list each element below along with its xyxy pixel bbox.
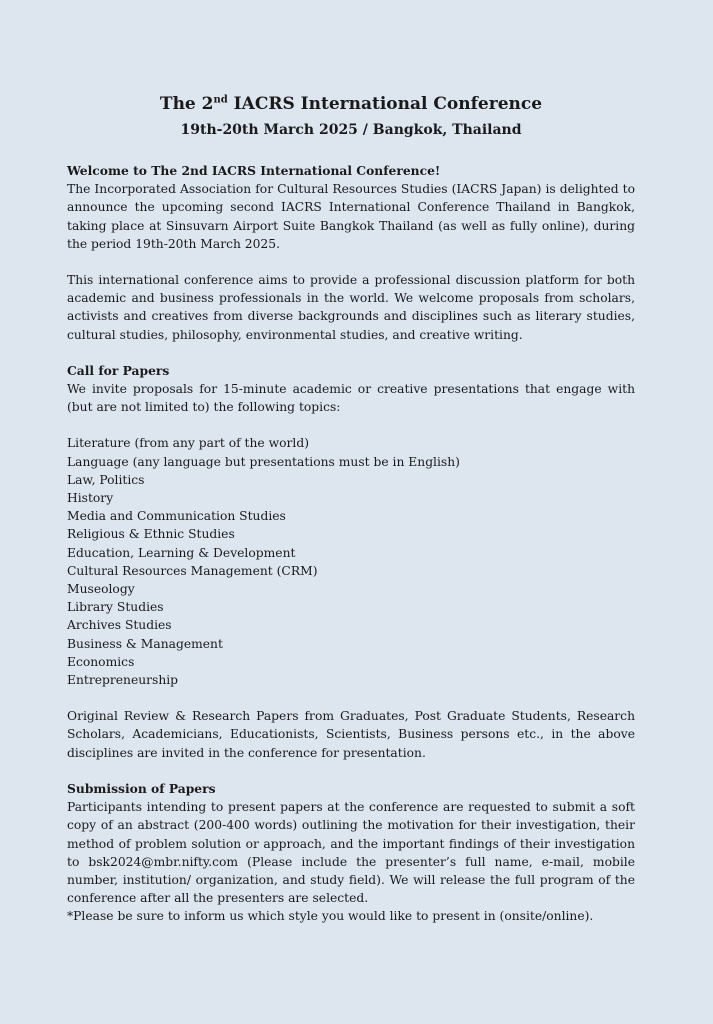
- submission-note: *Please be sure to inform us which style you would like to present in (onsite/online).: [67, 909, 594, 924]
- title-prefix: The 2: [159, 94, 214, 114]
- welcome-heading: Welcome to The 2nd IACRS International Conference!: [67, 163, 441, 178]
- call-heading: Call for Papers: [67, 362, 170, 378]
- topic-item: Cultural Resources Management (CRM): [67, 563, 318, 578]
- topic-item: Business & Management: [67, 636, 223, 651]
- welcome-paragraph-1: The Incorporated Association for Cultural Resources Studies (IACRS Japan) is delighted to announce the upcoming second IACRS International Conference Thailand in Bangkok, taking place at Sinsuvarn Airport Suite Bangkok Thailand (as well as fully online), during the period 19th-20th March 2025.: [67, 182, 635, 251]
- welcome-paragraph-2: This international conference aims to provide a professional discussion platform for both academic and business professionals in the world. We welcome proposals from scholars, activists and creatives from diverse backgrounds and disciplines such as literary studies, cultural studies, philosophy, environmental studies, and creative writing.: [67, 273, 635, 342]
- topic-item: Museology: [67, 582, 135, 597]
- topic-item: Law, Politics: [67, 472, 145, 487]
- page-title: [67, 92, 635, 116]
- title-ordinal-suffix: nd: [213, 94, 228, 106]
- page-subtitle: 19th-20th March 2025 / Bangkok, Thailand: [180, 122, 522, 138]
- title-suffix: IACRS International Conference: [227, 94, 543, 114]
- topic-item: Archives Studies: [67, 618, 172, 633]
- topic-list: [67, 434, 635, 689]
- topic-item: Literature (from any part of the world): [67, 436, 310, 451]
- topic-item: Media and Communication Studies: [67, 509, 286, 524]
- call-closing: Original Review & Research Papers from Graduates, Post Graduate Students, Research Scholars, Academicians, Educationists, Scientists, Business persons etc., in the above disciplines are invited in the conference for presentation.: [67, 709, 635, 760]
- submission-heading: Submission of Papers: [67, 780, 216, 796]
- welcome-section: [67, 162, 635, 344]
- topic-item: History: [67, 491, 114, 506]
- submission-section: [67, 780, 635, 926]
- topic-item: Economics: [67, 654, 135, 669]
- topic-item: Language (any language but presentations must be in English): [67, 454, 460, 469]
- call-intro: We invite proposals for 15-minute academic or creative presentations that engage with (but are not limited to) the following topics:: [67, 382, 635, 415]
- topic-item: Education, Learning & Development: [67, 545, 296, 560]
- submission-body: Participants intending to present papers at the conference are requested to submit a soft copy of an abstract (200-400 words) outlining the motivation for their investigation, their method of problem solution or approach, and the important findings of their investigation to bsk2024@mbr.nifty.com (Please include the presenter’s full name, e-mail, mobile number, institution/ organization, and study field). We will release the full program of the conference after all the presenters are selected.: [67, 800, 635, 906]
- topic-item: Library Studies: [67, 600, 164, 615]
- call-for-papers-section: [67, 362, 635, 762]
- topic-item: Entrepreneurship: [67, 673, 179, 688]
- topic-item: Religious & Ethnic Studies: [67, 527, 235, 542]
